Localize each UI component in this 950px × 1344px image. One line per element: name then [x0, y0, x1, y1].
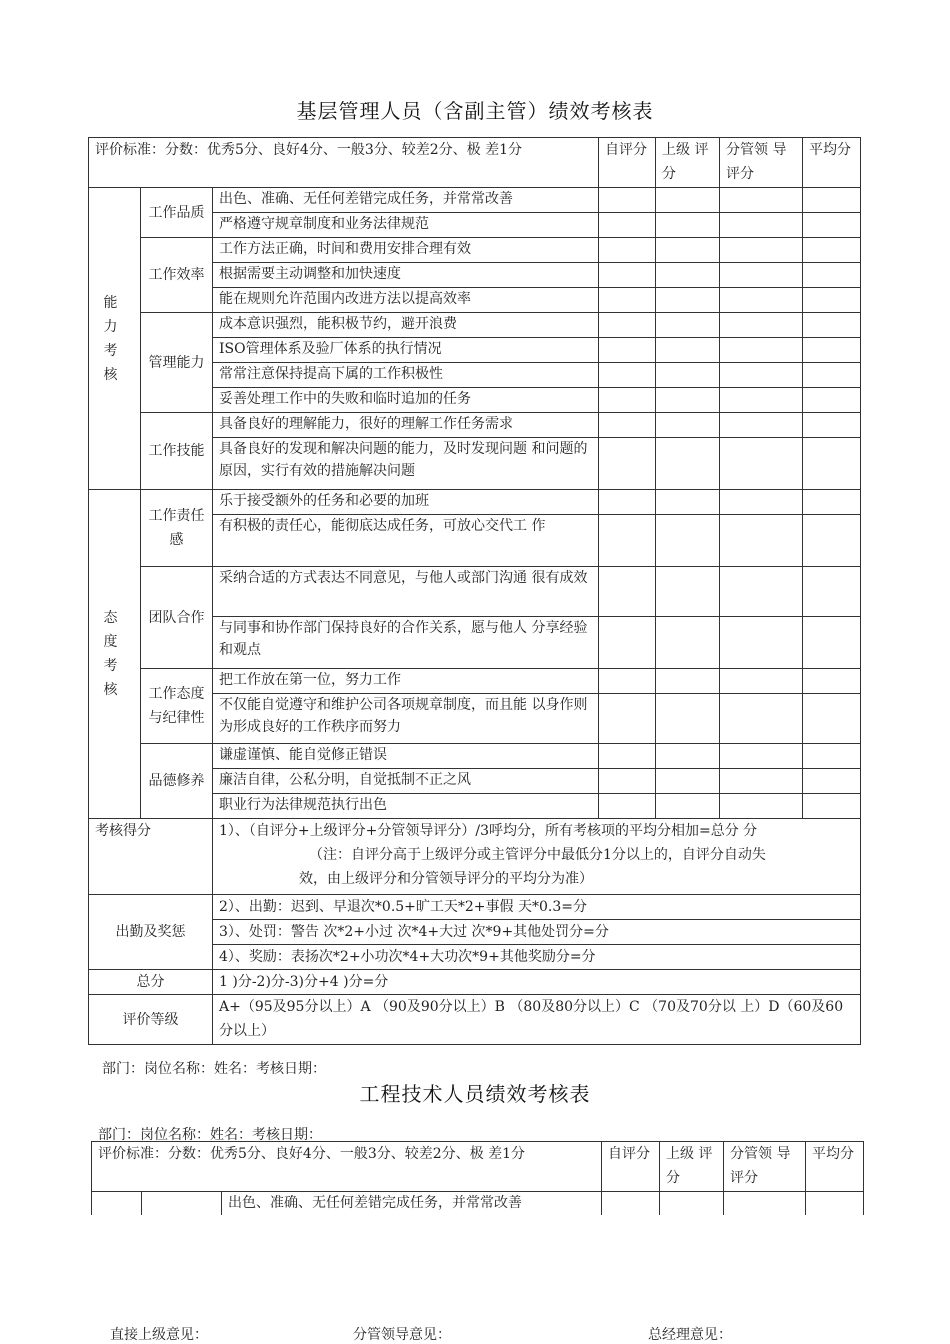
self-score-cell[interactable] [599, 213, 656, 238]
self-score-cell[interactable] [599, 238, 656, 263]
subcategory-cell: 工作品质 [141, 188, 213, 238]
subcategory-cell: 工作技能 [141, 413, 213, 490]
leader-score-cell[interactable] [720, 694, 803, 744]
average-score-cell[interactable] [803, 744, 861, 769]
average-score-cell[interactable] [803, 313, 861, 338]
total-formula: 1 )分-2)分-3)分+4 )分=分 [213, 970, 861, 995]
subcategory-cell: 工作效率 [141, 238, 213, 313]
leader-score-cell[interactable] [720, 515, 803, 567]
average-score-cell[interactable] [803, 188, 861, 213]
criterion-text: 廉洁自律，公私分明，自觉抵制不正之风 [213, 769, 599, 794]
criterion-text: 具备良好的发现和解决问题的能力，及时发现问题 和问题的原因，实行有效的措施解决问题 [213, 438, 599, 490]
score-formula [213, 819, 861, 895]
attendance-label: 出勤及奖惩 [89, 895, 213, 970]
criterion-text: 出色、准确、无任何差错完成任务，并常常改善 [213, 188, 599, 213]
direct-superior-opinion-label: 直接上级意见： [110, 1327, 208, 1343]
performance-table-managers [88, 137, 861, 1045]
average-score-cell[interactable] [803, 769, 861, 794]
leader-score-cell[interactable] [720, 363, 803, 388]
average-score-cell[interactable] [803, 363, 861, 388]
performance-table-engineers [91, 1141, 864, 1222]
leader-score-cell[interactable] [720, 490, 803, 515]
superior-score-cell[interactable] [656, 744, 720, 769]
self-score-cell[interactable] [599, 669, 656, 694]
leader-score-cell[interactable] [720, 669, 803, 694]
leader-score-cell[interactable] [720, 313, 803, 338]
criterion-text: 采纳合适的方式表达不同意见，与他人或部门沟通 很有成效 [213, 567, 599, 617]
criterion-text: 出色、准确、无任何差错完成任务，并常常改善 [222, 1192, 602, 1222]
leader-score-cell[interactable] [720, 238, 803, 263]
average-score-cell[interactable] [803, 213, 861, 238]
criterion-text: 有积极的责任心，能彻底达成任务，可放心交代工 作 [213, 515, 599, 567]
self-score-cell[interactable] [599, 263, 656, 288]
superior-score-cell[interactable] [656, 567, 720, 617]
average-score-header: 平均分 [806, 1142, 864, 1192]
average-score-cell[interactable] [803, 413, 861, 438]
self-score-cell[interactable] [599, 313, 656, 338]
leader-score-cell[interactable] [720, 413, 803, 438]
average-score-cell[interactable] [803, 515, 861, 567]
superior-score-cell[interactable] [656, 794, 720, 819]
leader-score-cell[interactable] [720, 567, 803, 617]
leader-score-header: 分管领 导评分 [720, 138, 803, 188]
superior-score-cell[interactable] [656, 515, 720, 567]
criterion-text: 职业行为法律规范执行出色 [213, 794, 599, 819]
score-formula-line1: 1）、（自评分+上级评分+分管领导评分）/3呼均分，所有考核项的平均分相加=总分 分 [219, 823, 758, 839]
average-score-cell[interactable] [803, 794, 861, 819]
superior-score-cell[interactable] [656, 388, 720, 413]
self-score-cell[interactable] [599, 438, 656, 490]
average-score-cell[interactable] [803, 490, 861, 515]
average-score-cell[interactable] [803, 388, 861, 413]
leader-score-cell[interactable] [720, 744, 803, 769]
page-cut-mask [88, 1215, 868, 1223]
category-cell: 态 度 考 核 [89, 490, 141, 819]
score-label: 考核得分 [89, 819, 213, 895]
criterion-text: 谦虚谨慎、能自觉修正错误 [213, 744, 599, 769]
superior-score-cell[interactable] [656, 413, 720, 438]
attendance-line: 2）、出勤：迟到、早退次*0.5+旷工天*2+事假 天*0.3=分 [213, 895, 861, 920]
self-score-cell[interactable] [599, 188, 656, 213]
superior-score-cell[interactable] [656, 363, 720, 388]
form2-meta-line: 部门：岗位名称：姓名：考核日期： [98, 1127, 322, 1143]
leader-score-cell[interactable] [720, 438, 803, 490]
criterion-text: 与同事和协作部门保持良好的合作关系，愿与他人 分享经验和观点 [213, 617, 599, 669]
self-score-cell[interactable] [599, 769, 656, 794]
leader-score-cell[interactable] [720, 769, 803, 794]
self-score-cell[interactable] [599, 388, 656, 413]
leader-score-cell[interactable] [720, 263, 803, 288]
criterion-text: ISO管理体系及验厂体系的执行情况 [213, 338, 599, 363]
self-score-cell[interactable] [599, 490, 656, 515]
total-label: 总分 [89, 970, 213, 995]
leader-score-cell[interactable] [720, 617, 803, 669]
grade-label: 评价等级 [89, 995, 213, 1045]
criterion-text: 工作方法正确，时间和费用安排合理有效 [213, 238, 599, 263]
self-score-cell[interactable] [599, 694, 656, 744]
superior-score-cell[interactable] [656, 213, 720, 238]
score-formula-line3: 效，由上级评分和分管领导评分的平均分为准） [299, 871, 593, 887]
superior-score-cell[interactable] [656, 438, 720, 490]
form1-title: 基层管理人员（含副主管）绩效考核表 [296, 99, 654, 123]
criterion-text: 不仅能自觉遵守和维护公司各项规章制度，而且能 以身作则为形成良好的工作秩序而努力 [213, 694, 599, 744]
average-score-cell[interactable] [803, 567, 861, 617]
self-score-cell[interactable] [599, 744, 656, 769]
self-score-header: 自评分 [602, 1142, 660, 1192]
leader-opinion-label: 分管领导意见： [353, 1327, 451, 1343]
attendance-line: 4）、奖励：表扬次*2+小功次*4+大功次*9+其他奖励分=分 [213, 945, 861, 970]
average-score-cell[interactable] [803, 669, 861, 694]
grade-text: A+（95及95分以上）A （90及90分以上）B （80及80分以上）C （70及70分以 上）D（60及60分以上） [213, 995, 861, 1045]
self-score-cell[interactable] [599, 794, 656, 819]
criteria-header: 评价标准：分数：优秀5分、良好4分、一般3分、较差2分、极 差1分 [89, 138, 599, 188]
general-manager-opinion-label: 总经理意见： [648, 1327, 732, 1343]
superior-score-cell[interactable] [656, 490, 720, 515]
criterion-text: 成本意识强烈，能积极节约，避开浪费 [213, 313, 599, 338]
subcategory-cell: 工作态度与纪律性 [141, 669, 213, 744]
superior-score-cell[interactable] [656, 338, 720, 363]
superior-score-cell[interactable] [656, 288, 720, 313]
superior-score-cell[interactable] [656, 694, 720, 744]
form2-title: 工程技术人员绩效考核表 [359, 1082, 591, 1106]
leader-score-cell[interactable] [720, 388, 803, 413]
self-score-cell[interactable] [599, 338, 656, 363]
subcategory-cell: 品德修养 [141, 744, 213, 819]
average-score-cell[interactable] [803, 438, 861, 490]
self-score-cell[interactable] [599, 567, 656, 617]
self-score-cell[interactable] [599, 515, 656, 567]
criterion-text: 把工作放在第一位，努力工作 [213, 669, 599, 694]
average-score-cell[interactable] [803, 238, 861, 263]
superior-score-cell[interactable] [656, 188, 720, 213]
superior-score-header: 上级 评分 [656, 138, 720, 188]
leader-score-cell[interactable] [720, 213, 803, 238]
average-score-cell[interactable] [803, 617, 861, 669]
leader-score-header: 分管领 导评分 [724, 1142, 806, 1192]
criterion-text: 常常注意保持提高下属的工作积极性 [213, 363, 599, 388]
self-score-cell[interactable] [599, 617, 656, 669]
superior-score-cell[interactable] [656, 769, 720, 794]
self-score-cell[interactable] [599, 363, 656, 388]
subcategory-cell: 工作责任感 [141, 490, 213, 567]
criteria-header: 评价标准：分数：优秀5分、良好4分、一般3分、较差2分、极 差1分 [92, 1142, 602, 1192]
superior-score-cell[interactable] [656, 238, 720, 263]
criterion-text: 能在规则允许范围内改进方法以提高效率 [213, 288, 599, 313]
self-score-cell[interactable] [599, 413, 656, 438]
criterion-text: 根据需要主动调整和加快速度 [213, 263, 599, 288]
subcategory-cell: 团队合作 [141, 567, 213, 669]
superior-score-header: 上级 评分 [660, 1142, 724, 1192]
leader-score-cell[interactable] [720, 794, 803, 819]
average-score-cell[interactable] [803, 338, 861, 363]
subcategory-cell: 管理能力 [141, 313, 213, 413]
leader-score-cell[interactable] [720, 288, 803, 313]
category-cell: 能 力 考 核 [89, 188, 141, 490]
superior-score-cell[interactable] [656, 313, 720, 338]
self-score-cell[interactable] [599, 288, 656, 313]
average-score-cell[interactable] [803, 263, 861, 288]
average-score-cell[interactable] [803, 288, 861, 313]
criterion-text: 严格遵守规章制度和业务法律规范 [213, 213, 599, 238]
score-formula-line2: （注：自评分高于上级评分或主管评分中最低分1分以上的，自评分自动失 [309, 847, 766, 863]
superior-score-cell[interactable] [656, 263, 720, 288]
average-score-cell[interactable] [803, 694, 861, 744]
superior-score-cell[interactable] [656, 669, 720, 694]
form1-meta-line: 部门：岗位名称：姓名：考核日期： [102, 1061, 326, 1077]
criterion-text: 乐于接受额外的任务和必要的加班 [213, 490, 599, 515]
criterion-text: 具备良好的理解能力，很好的理解工作任务需求 [213, 413, 599, 438]
attendance-line: 3）、处罚：警告 次*2+小过 次*4+大过 次*9+其他处罚分=分 [213, 920, 861, 945]
criterion-text: 妥善处理工作中的失败和临时追加的任务 [213, 388, 599, 413]
average-score-header: 平均分 [803, 138, 861, 188]
leader-score-cell[interactable] [720, 188, 803, 213]
self-score-header: 自评分 [599, 138, 656, 188]
leader-score-cell[interactable] [720, 338, 803, 363]
superior-score-cell[interactable] [656, 617, 720, 669]
